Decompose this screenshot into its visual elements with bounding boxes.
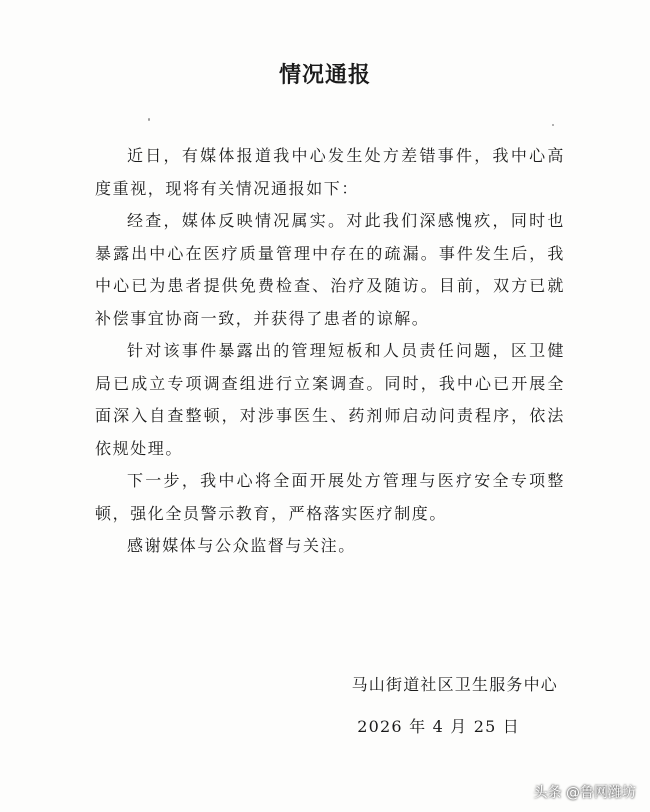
signature-date: 2026 年 4 月 25 日 (357, 717, 520, 736)
paragraph-thanks: 感谢媒体与公众监督与关注。 (127, 536, 356, 555)
paper-speck (552, 124, 554, 126)
document-title: 情况通报 (278, 63, 371, 88)
document-body (95, 140, 565, 563)
paragraph-investigation: 针对该事件暴露出的管理短板和人员责任问题，区卫健局已成立专项调查组进行立案调查。同时，我中心已开展全面深入自查整顿，对涉事医生、药剂师启动问责程序，依法依规处理。 (95, 341, 565, 458)
paragraph-findings: 经查，媒体反映情况属实。对此我们深感愧疚，同时也暴露出中心在医疗质量管理中存在的疏漏。事件发生后，我中心已为患者提供免费检查、治疗及随访。目前，双方已就补偿事宜协商一致，并获得了患者的谅解。 (95, 211, 565, 328)
paragraph-next-steps: 下一步，我中心将全面开展处方管理与医疗安全专项整顿，强化全员警示教育，严格落实医疗制度。 (95, 471, 565, 523)
paragraph-intro: 近日，有媒体报道我中心发生处方差错事件，我中心高度重视，现将有关情况通报如下： (95, 146, 565, 198)
signature-block (0, 664, 558, 748)
signature-organization: 马山街道社区卫生服务中心 (351, 675, 558, 694)
paper-speck (148, 118, 150, 121)
watermark: 头条 @鲁网潍坊 (533, 785, 636, 801)
